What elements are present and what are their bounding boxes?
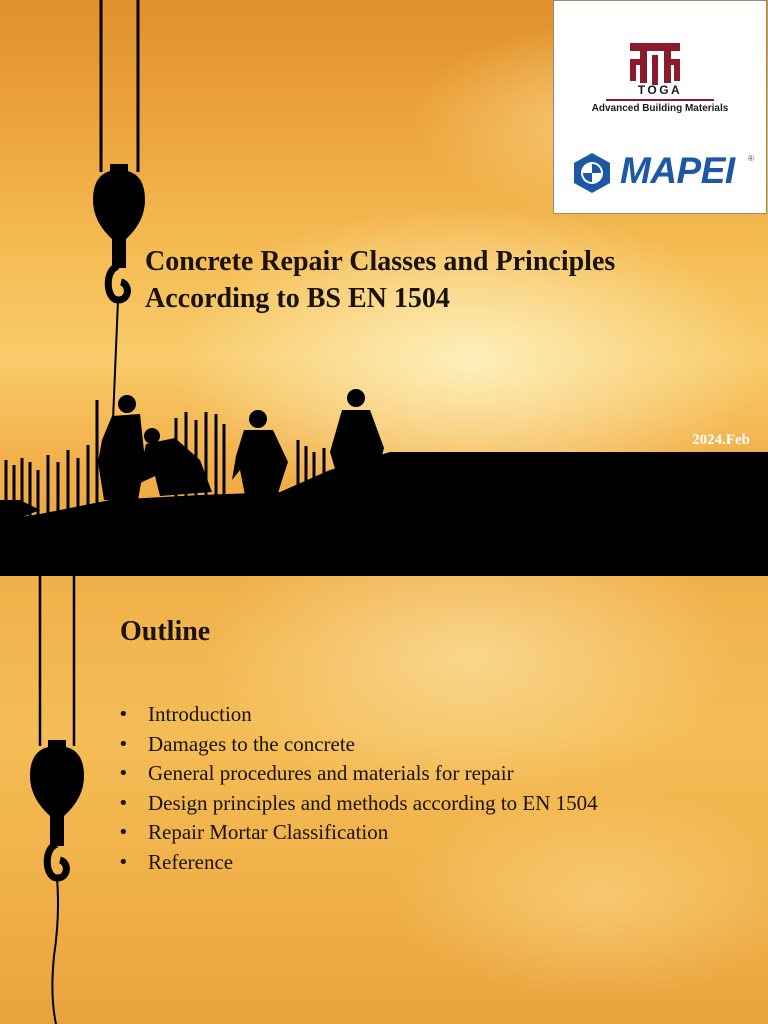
title-line-1: Concrete Repair Classes and Principles (145, 246, 616, 277)
mapei-brand-name: MAPEI (620, 150, 735, 191)
bullet-icon: • (118, 822, 129, 844)
bullet-icon: • (118, 733, 129, 755)
list-item-text: Design principles and methods according to EN 1504 (148, 790, 598, 815)
list-item-text: Damages to the concrete (148, 731, 355, 756)
outline-slide (0, 576, 768, 1024)
toga-divider (606, 99, 714, 101)
outline-heading: Outline (120, 616, 211, 647)
outline-list (116, 700, 598, 878)
list-item-text: Reference (148, 849, 234, 874)
mapei-emblem-icon (570, 151, 614, 195)
mapei-trademark: ® (748, 154, 754, 163)
list-item-text: Introduction (148, 702, 252, 726)
list-item-text: General procedures and materials for repair (148, 761, 514, 786)
list-item (116, 848, 598, 878)
company-logos (553, 0, 767, 214)
toga-brand-name: TOGA (637, 83, 683, 97)
toga-logo-icon (624, 43, 686, 87)
list-item (116, 789, 598, 819)
bullet-icon: • (118, 763, 129, 785)
presentation-title (145, 243, 745, 317)
title-line-2: According to BS EN 1504 (145, 283, 450, 314)
bullet-icon: • (118, 704, 129, 725)
bullet-icon: • (118, 792, 129, 814)
list-item (116, 759, 598, 789)
list-item (116, 730, 598, 760)
list-item (116, 818, 598, 848)
presentation-date: 2024.Feb (692, 432, 750, 448)
bullet-icon: • (118, 851, 129, 873)
list-item-text: Repair Mortar Classification (148, 820, 389, 845)
list-item (116, 700, 598, 730)
toga-tagline: Advanced Building Materials (591, 103, 729, 114)
